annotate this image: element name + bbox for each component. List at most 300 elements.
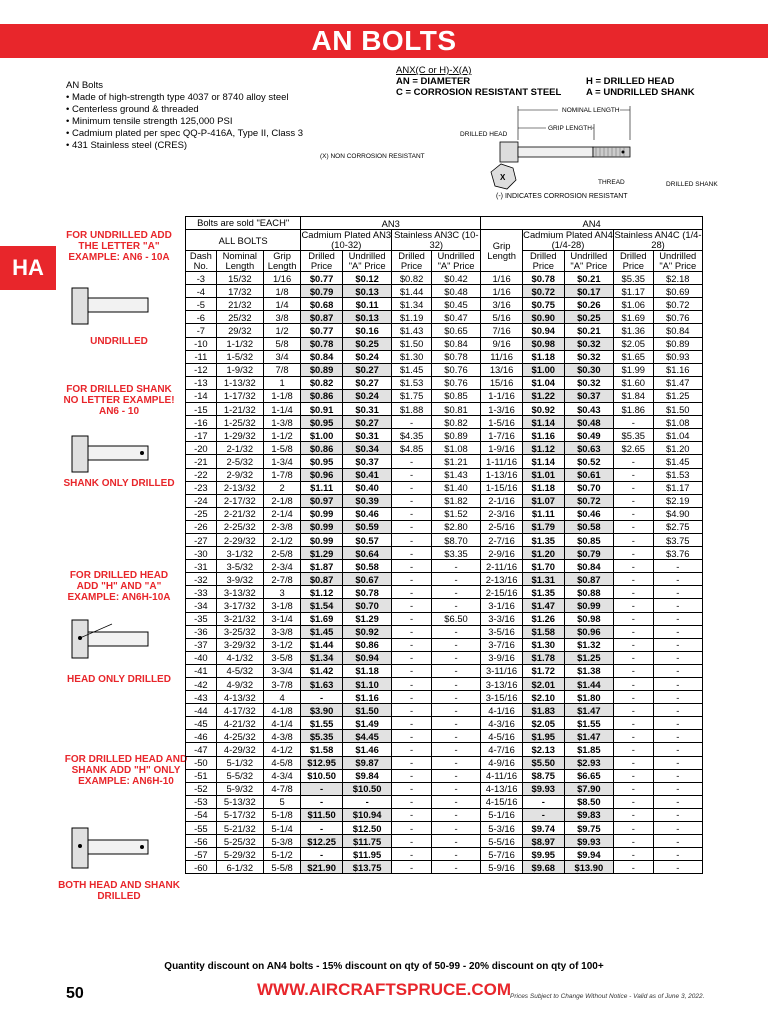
table-cell: $0.90 — [522, 311, 564, 324]
table-cell: -20 — [186, 442, 217, 455]
table-cell: $1.01 — [522, 468, 564, 481]
table-cell: $1.44 — [301, 638, 343, 651]
table-cell: 1-1/2 — [263, 429, 300, 442]
table-cell: - — [653, 756, 702, 769]
table-row — [186, 494, 703, 507]
table-cell: - — [392, 455, 432, 468]
table-cell: 3-1/8 — [263, 599, 300, 612]
table-cell: $1.58 — [301, 743, 343, 756]
table-cell: $1.80 — [564, 691, 613, 704]
table-cell: $7.90 — [564, 782, 613, 795]
table-row — [186, 389, 703, 402]
table-cell: $1.63 — [301, 678, 343, 691]
table-cell: $2.19 — [653, 494, 702, 507]
table-cell: $0.25 — [342, 337, 391, 350]
table-cell: $1.12 — [301, 586, 343, 599]
table-cell: 3-1/16 — [481, 599, 523, 612]
table-cell: $3.75 — [653, 533, 702, 546]
table-cell: $1.47 — [653, 376, 702, 389]
table-cell: - — [392, 507, 432, 520]
table-cell: 5-9/32 — [216, 782, 263, 795]
table-cell: 4-25/32 — [216, 730, 263, 743]
table-cell: 3-9/16 — [481, 651, 523, 664]
table-cell: - — [614, 560, 654, 573]
table-cell: - — [392, 704, 432, 717]
table-cell: - — [392, 848, 432, 861]
table-cell: - — [392, 494, 432, 507]
table-cell: - — [342, 795, 391, 808]
table-cell: 3-13/16 — [481, 678, 523, 691]
table-cell: - — [392, 651, 432, 664]
table-cell: 2-3/4 — [263, 560, 300, 573]
header-an4-cadmium: Cadmium Plated AN4 (1/4-28) — [523, 229, 613, 251]
table-row — [186, 586, 703, 599]
table-cell: 1-29/32 — [216, 429, 263, 442]
table-cell: $11.50 — [301, 808, 343, 821]
table-cell: -36 — [186, 625, 217, 638]
table-row — [186, 717, 703, 730]
header-drilled: Drilled Price — [392, 251, 432, 272]
table-cell: $1.29 — [342, 612, 391, 625]
table-cell: $0.13 — [342, 285, 391, 298]
table-cell: - — [392, 808, 432, 821]
table-cell: $1.11 — [301, 481, 343, 494]
table-cell: 1-5/8 — [263, 442, 300, 455]
table-cell: $1.00 — [522, 363, 564, 376]
legend-a: A = UNDRILLED SHANK — [586, 87, 695, 98]
table-cell: 2-3/16 — [481, 507, 523, 520]
table-cell: $1.18 — [342, 664, 391, 677]
table-cell: - — [614, 625, 654, 638]
header-sold-each: Bolts are sold "EACH" — [186, 217, 301, 230]
table-cell: 1-1/32 — [216, 337, 263, 350]
table-cell: $0.24 — [342, 350, 391, 363]
table-cell: $1.30 — [522, 638, 564, 651]
table-cell: 5-1/32 — [216, 756, 263, 769]
intro-bullet: • Minimum tensile strength 125,000 PSI — [66, 116, 233, 127]
table-cell: 4-3/8 — [263, 730, 300, 743]
table-cell: $0.95 — [301, 455, 343, 468]
table-cell: $0.57 — [342, 533, 391, 546]
table-cell: 3-13/32 — [216, 586, 263, 599]
table-cell: -41 — [186, 664, 217, 677]
header-nominal: Nominal Length — [216, 251, 263, 272]
table-cell: - — [653, 678, 702, 691]
table-cell: 1-25/32 — [216, 416, 263, 429]
table-cell: - — [431, 782, 480, 795]
table-cell: $1.82 — [431, 494, 480, 507]
table-cell: - — [431, 717, 480, 730]
table-cell: - — [653, 848, 702, 861]
table-cell: - — [431, 560, 480, 573]
table-cell: - — [301, 822, 343, 835]
header-drilled: Drilled Price — [614, 251, 654, 272]
table-cell: $1.36 — [614, 324, 654, 337]
table-cell: -46 — [186, 730, 217, 743]
table-cell: $1.69 — [301, 612, 343, 625]
table-cell: - — [653, 730, 702, 743]
table-cell: -54 — [186, 808, 217, 821]
table-cell: - — [431, 822, 480, 835]
note-undrilled: FOR UNDRILLED ADD THE LETTER "A" EXAMPLE: AN6 - 10A — [66, 230, 172, 263]
table-cell: -56 — [186, 835, 217, 848]
table-cell: 4-29/32 — [216, 743, 263, 756]
table-cell: $1.42 — [301, 664, 343, 677]
table-cell: $1.50 — [342, 704, 391, 717]
table-cell: $1.83 — [522, 704, 564, 717]
table-cell: $1.75 — [392, 389, 432, 402]
price-table — [185, 216, 703, 874]
table-cell: $2.75 — [653, 520, 702, 533]
table-cell: $0.86 — [301, 442, 343, 455]
table-cell: - — [653, 573, 702, 586]
table-cell: - — [614, 573, 654, 586]
diagram-thread: THREAD — [598, 179, 625, 186]
table-cell: $0.96 — [301, 468, 343, 481]
table-cell: 2-21/32 — [216, 507, 263, 520]
table-cell: $1.25 — [564, 651, 613, 664]
table-cell: 2-5/8 — [263, 547, 300, 560]
table-cell: $0.58 — [564, 520, 613, 533]
table-cell: 15/32 — [216, 272, 263, 285]
table-cell: $1.53 — [392, 376, 432, 389]
note-drilled-head: FOR DRILLED HEAD ADD "H" AND "A" EXAMPLE: AN6H-10A — [67, 570, 171, 603]
table-cell: - — [653, 612, 702, 625]
table-row — [186, 429, 703, 442]
table-cell: 5/16 — [481, 311, 523, 324]
table-cell: 5-29/32 — [216, 848, 263, 861]
header-undrilled: Undrilled "A" Price — [342, 251, 391, 272]
table-cell: - — [614, 599, 654, 612]
table-cell: 2-9/16 — [481, 547, 523, 560]
table-cell: -27 — [186, 533, 217, 546]
table-row — [186, 638, 703, 651]
table-cell: $0.64 — [342, 547, 391, 560]
intro-bullet: • 431 Stainless steel (CRES) — [66, 140, 188, 151]
table-cell: - — [392, 822, 432, 835]
table-cell: - — [392, 612, 432, 625]
table-cell: - — [614, 468, 654, 481]
table-cell: $1.08 — [431, 442, 480, 455]
table-cell: $1.87 — [301, 560, 343, 573]
table-cell: $0.26 — [564, 298, 613, 311]
table-cell: 5-1/16 — [481, 808, 523, 821]
table-row — [186, 835, 703, 848]
table-cell: $0.84 — [431, 337, 480, 350]
table-cell: -7 — [186, 324, 217, 337]
table-cell: - — [653, 743, 702, 756]
price-table-body — [186, 272, 703, 874]
table-cell: 5-7/16 — [481, 848, 523, 861]
table-cell: 2-7/16 — [481, 533, 523, 546]
table-cell: $10.50 — [301, 769, 343, 782]
table-cell: $13.75 — [342, 861, 391, 874]
table-cell: $1.38 — [564, 664, 613, 677]
table-cell: $1.16 — [522, 429, 564, 442]
table-cell: -42 — [186, 678, 217, 691]
table-cell: - — [431, 743, 480, 756]
table-cell: -25 — [186, 507, 217, 520]
table-cell: 2-3/8 — [263, 520, 300, 533]
table-cell: $10.94 — [342, 808, 391, 821]
table-cell: - — [522, 795, 564, 808]
diagram-nominal-length: NOMINAL LENGTH — [562, 107, 620, 114]
header-dash: Dash No. — [186, 251, 217, 272]
table-cell: -60 — [186, 861, 217, 874]
table-cell: - — [392, 861, 432, 874]
table-cell: $1.10 — [342, 678, 391, 691]
table-cell: - — [392, 586, 432, 599]
header-an4-stainless: Stainless AN4C (1/4-28) — [614, 229, 702, 251]
table-cell: 5-5/8 — [263, 861, 300, 874]
table-cell: 4-17/32 — [216, 704, 263, 717]
table-row — [186, 481, 703, 494]
table-cell: $0.99 — [564, 599, 613, 612]
legend-c: C = CORROSION RESISTANT STEEL — [396, 87, 562, 98]
table-cell: - — [431, 835, 480, 848]
table-cell: $0.78 — [342, 586, 391, 599]
table-cell: $1.18 — [522, 481, 564, 494]
table-cell: - — [614, 533, 654, 546]
table-cell: $0.16 — [342, 324, 391, 337]
table-cell: 1-13/32 — [216, 376, 263, 389]
table-cell: $11.75 — [342, 835, 391, 848]
table-cell: 1/8 — [263, 285, 300, 298]
table-cell: 2-7/8 — [263, 573, 300, 586]
table-cell: $0.92 — [342, 625, 391, 638]
table-cell: 3-17/32 — [216, 599, 263, 612]
table-cell: - — [522, 808, 564, 821]
table-cell: $0.59 — [342, 520, 391, 533]
table-cell: $0.99 — [301, 507, 343, 520]
table-row — [186, 337, 703, 350]
table-cell: - — [653, 664, 702, 677]
table-cell: $0.31 — [342, 403, 391, 416]
table-cell: -53 — [186, 795, 217, 808]
table-cell: - — [614, 678, 654, 691]
table-cell: $6.65 — [564, 769, 613, 782]
table-cell: 3-5/8 — [263, 651, 300, 664]
table-cell: $0.81 — [431, 403, 480, 416]
table-cell: 3-1/2 — [263, 638, 300, 651]
table-cell: $0.27 — [342, 416, 391, 429]
table-cell: 1-11/16 — [481, 455, 523, 468]
label-undrilled: UNDRILLED — [90, 336, 148, 347]
table-cell: $0.93 — [653, 350, 702, 363]
table-cell: $0.94 — [522, 324, 564, 337]
table-cell: - — [431, 756, 480, 769]
table-cell: 3-3/8 — [263, 625, 300, 638]
table-cell: 3 — [263, 586, 300, 599]
table-cell: $1.88 — [392, 403, 432, 416]
table-cell: $0.34 — [342, 442, 391, 455]
table-cell: -6 — [186, 311, 217, 324]
table-cell: $2.93 — [564, 756, 613, 769]
table-cell: 3-21/32 — [216, 612, 263, 625]
table-cell: - — [614, 664, 654, 677]
table-cell: - — [392, 678, 432, 691]
table-cell: $3.35 — [431, 547, 480, 560]
table-cell: $1.52 — [431, 507, 480, 520]
header-undrilled: Undrilled "A" Price — [564, 251, 613, 272]
table-row — [186, 625, 703, 638]
table-cell: 3-9/32 — [216, 573, 263, 586]
table-cell: $0.47 — [431, 311, 480, 324]
table-cell: 2 — [263, 481, 300, 494]
diagram-grip-length: GRIP LENGTH — [548, 125, 592, 132]
table-cell: - — [653, 861, 702, 874]
table-cell: -43 — [186, 691, 217, 704]
table-cell: $1.34 — [301, 651, 343, 664]
table-cell: $0.37 — [342, 455, 391, 468]
header-grip: Grip Length — [263, 251, 300, 272]
table-cell: $9.74 — [522, 822, 564, 835]
table-cell: $0.76 — [431, 363, 480, 376]
table-cell: 2-1/8 — [263, 494, 300, 507]
table-cell: $3.76 — [653, 547, 702, 560]
table-cell: $4.45 — [342, 730, 391, 743]
table-cell: 5-5/16 — [481, 835, 523, 848]
table-cell: $1.18 — [522, 350, 564, 363]
table-cell: $1.14 — [522, 416, 564, 429]
table-cell: - — [431, 730, 480, 743]
table-cell: - — [392, 547, 432, 560]
table-cell: - — [431, 795, 480, 808]
table-cell: -37 — [186, 638, 217, 651]
table-cell: $13.90 — [564, 861, 613, 874]
table-cell: - — [614, 481, 654, 494]
table-cell: 3/4 — [263, 350, 300, 363]
table-cell: - — [614, 756, 654, 769]
table-cell: $1.44 — [392, 285, 432, 298]
intro-block — [66, 80, 303, 152]
table-cell: $0.72 — [522, 285, 564, 298]
table-cell: $1.22 — [522, 389, 564, 402]
table-cell: $0.99 — [301, 533, 343, 546]
table-cell: 3-29/32 — [216, 638, 263, 651]
table-cell: $0.82 — [392, 272, 432, 285]
table-cell: - — [301, 848, 343, 861]
table-cell: - — [653, 795, 702, 808]
table-cell: $0.43 — [564, 403, 613, 416]
table-cell: -33 — [186, 586, 217, 599]
table-cell: $0.13 — [342, 311, 391, 324]
table-row — [186, 795, 703, 808]
table-cell: $0.97 — [301, 494, 343, 507]
table-cell: 1-3/8 — [263, 416, 300, 429]
table-cell: - — [614, 547, 654, 560]
table-cell: 3-3/16 — [481, 612, 523, 625]
table-cell: $0.63 — [564, 442, 613, 455]
table-cell: $0.67 — [342, 573, 391, 586]
table-cell: - — [392, 560, 432, 573]
page-number: 50 — [66, 985, 84, 1002]
table-cell: 6-1/32 — [216, 861, 263, 874]
diagram-corrosion: (-) INDICATES CORROSION RESISTANT — [496, 193, 628, 200]
table-row — [186, 612, 703, 625]
table-cell: $0.24 — [342, 389, 391, 402]
table-cell: - — [614, 586, 654, 599]
label-drilled-shank: SHANK ONLY DRILLED — [63, 478, 175, 489]
table-cell: -32 — [186, 573, 217, 586]
table-cell: $1.04 — [522, 376, 564, 389]
table-cell: $1.29 — [301, 547, 343, 560]
table-cell: $1.70 — [522, 560, 564, 573]
table-cell: -3 — [186, 272, 217, 285]
table-cell: - — [392, 782, 432, 795]
table-cell: - — [614, 494, 654, 507]
table-cell: - — [301, 782, 343, 795]
table-cell: -50 — [186, 756, 217, 769]
table-cell: -13 — [186, 376, 217, 389]
table-row — [186, 403, 703, 416]
table-cell: 4-1/32 — [216, 651, 263, 664]
table-cell: 3-15/16 — [481, 691, 523, 704]
table-cell: $2.05 — [522, 717, 564, 730]
table-row — [186, 808, 703, 821]
table-cell: $0.92 — [522, 403, 564, 416]
table-cell: - — [392, 520, 432, 533]
table-cell: 1/4 — [263, 298, 300, 311]
table-cell: $0.61 — [564, 468, 613, 481]
table-cell: - — [392, 638, 432, 651]
website-link[interactable]: WWW.AIRCRAFTSPRUCE.COM — [256, 980, 512, 999]
table-cell: 5-1/4 — [263, 822, 300, 835]
table-cell: $9.83 — [564, 808, 613, 821]
table-cell: -5 — [186, 298, 217, 311]
table-cell: 25/32 — [216, 311, 263, 324]
table-cell: - — [614, 822, 654, 835]
table-cell: 5 — [263, 795, 300, 808]
table-cell: 1-5/32 — [216, 350, 263, 363]
table-cell: $9.94 — [564, 848, 613, 861]
part-number-legend — [396, 65, 695, 98]
table-cell: -24 — [186, 494, 217, 507]
table-cell: $1.21 — [431, 455, 480, 468]
header-all-bolts: ALL BOLTS — [186, 230, 301, 251]
table-cell: 4-5/32 — [216, 664, 263, 677]
table-cell: - — [392, 743, 432, 756]
table-cell: 9/16 — [481, 337, 523, 350]
table-cell: $0.87 — [301, 573, 343, 586]
table-cell: $0.72 — [564, 494, 613, 507]
header-an3-cadmium: Cadmium Plated AN3 (10-32) — [301, 229, 392, 251]
table-cell: $0.78 — [522, 272, 564, 285]
table-cell: - — [392, 756, 432, 769]
table-cell: - — [431, 678, 480, 691]
table-cell: - — [431, 808, 480, 821]
table-cell: - — [392, 664, 432, 677]
table-cell: $1.43 — [431, 468, 480, 481]
table-cell: $1.19 — [392, 311, 432, 324]
table-cell: $4.85 — [392, 442, 432, 455]
table-cell: $1.35 — [522, 586, 564, 599]
table-cell: - — [301, 795, 343, 808]
table-cell: $1.45 — [301, 625, 343, 638]
table-cell: $0.37 — [564, 389, 613, 402]
table-row — [186, 311, 703, 324]
table-cell: $1.30 — [392, 350, 432, 363]
table-cell: $9.68 — [522, 861, 564, 874]
table-cell: - — [614, 717, 654, 730]
table-cell: 4-15/16 — [481, 795, 523, 808]
table-cell: $0.85 — [431, 389, 480, 402]
table-row — [186, 547, 703, 560]
table-row — [186, 533, 703, 546]
table-cell: $21.90 — [301, 861, 343, 874]
table-cell: 1/16 — [263, 272, 300, 285]
table-cell: $8.97 — [522, 835, 564, 848]
